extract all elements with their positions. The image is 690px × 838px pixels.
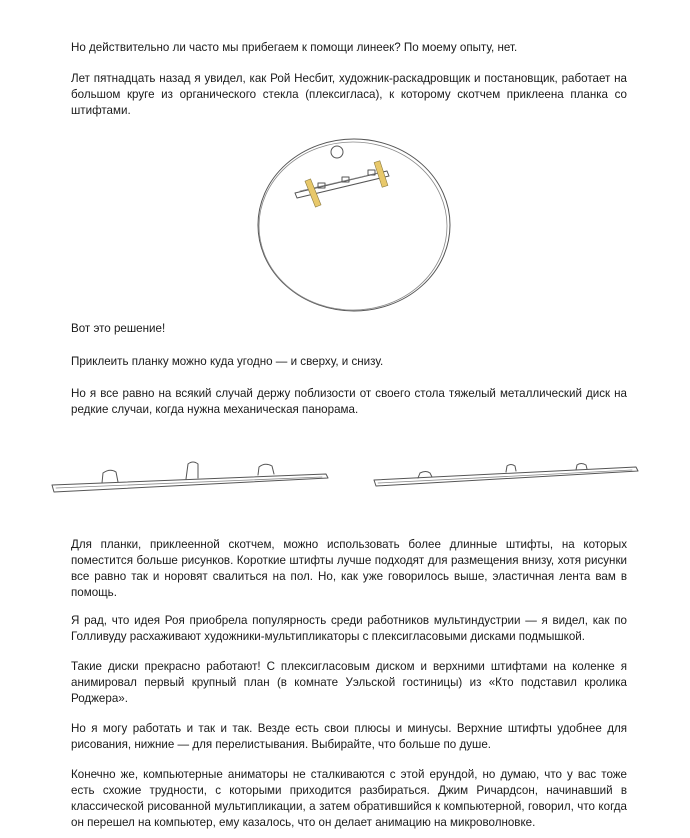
paragraph-long-pegs: Для планки, приклеенной скотчем, можно использовать более длинные штифты, на которых поместится больше рисунков. Короткие штифты лучше подходят для размещения внизу, хотя рисунки все равно так и норовят свалиться на пол. Но, как уже говорилось выше, эластичная лента вам в помощь.: [71, 538, 627, 599]
paragraph-rulers: Но действительно ли часто мы прибегаем к помощи линеек? По моему опыту, нет.: [71, 41, 518, 54]
plexiglass-disc-sketch: [250, 135, 460, 325]
paragraph-discs-work: Такие диски прекрасно работают! С плексигласовым диском и верхними штифтами на коленке я анимировал первый крупный план (в комнате Уэльской гостиницы) из «Кто подставил кролика Роджера».: [71, 660, 627, 705]
paragraph-computer-animators: Конечно же, компьютерные аниматоры не сталкиваются с этой ерундой, но думаю, что у вас тоже есть схожие трудности, с которыми приходится разбираться. Джим Ричардсон, начинавший в классической рисованной мультипликации, а затем обратившийся к компьютерной, говорил, что когда он перешел на компьютер, ему казалось, что он делает анимацию на микроволновке.: [71, 768, 627, 829]
paragraph-roy-nesbit: Лет пятнадцать назад я увидел, как Рой Несбит, художник-раскадровщик и постановщик, работает на большом круге из органического стекла (плексигласа), к которому скотчем приклеена планка со штифтами.: [71, 72, 627, 117]
paragraph-pros-cons: Но я могу работать и так и так. Везде есть свои плюсы и минусы. Верхние штифты удобнее для рисования, нижние — для перелистывания. Выбирайте, что больше по душе.: [71, 722, 627, 751]
paragraph-popularity: Я рад, что идея Роя приобрела популярность среди работников мультиндустрии — я видел, как по Голливуду расхаживают художники-мультипликаторы с плексигласовыми дисками подмышкой.: [71, 614, 627, 643]
peg-bar-short-pegs-sketch: [372, 458, 642, 493]
paragraph-attach: Приклеить планку можно куда угодно — и сверху, и снизу.: [71, 355, 384, 368]
paragraph-solution: Вот это решение!: [71, 322, 166, 335]
paragraph-metal-disc: Но я все равно на всякий случай держу поблизости от своего стола тяжелый металлический диск на редкие случаи, когда нужна механическая панорама.: [71, 387, 627, 416]
peg-bar-long-pegs-sketch: [50, 455, 330, 500]
